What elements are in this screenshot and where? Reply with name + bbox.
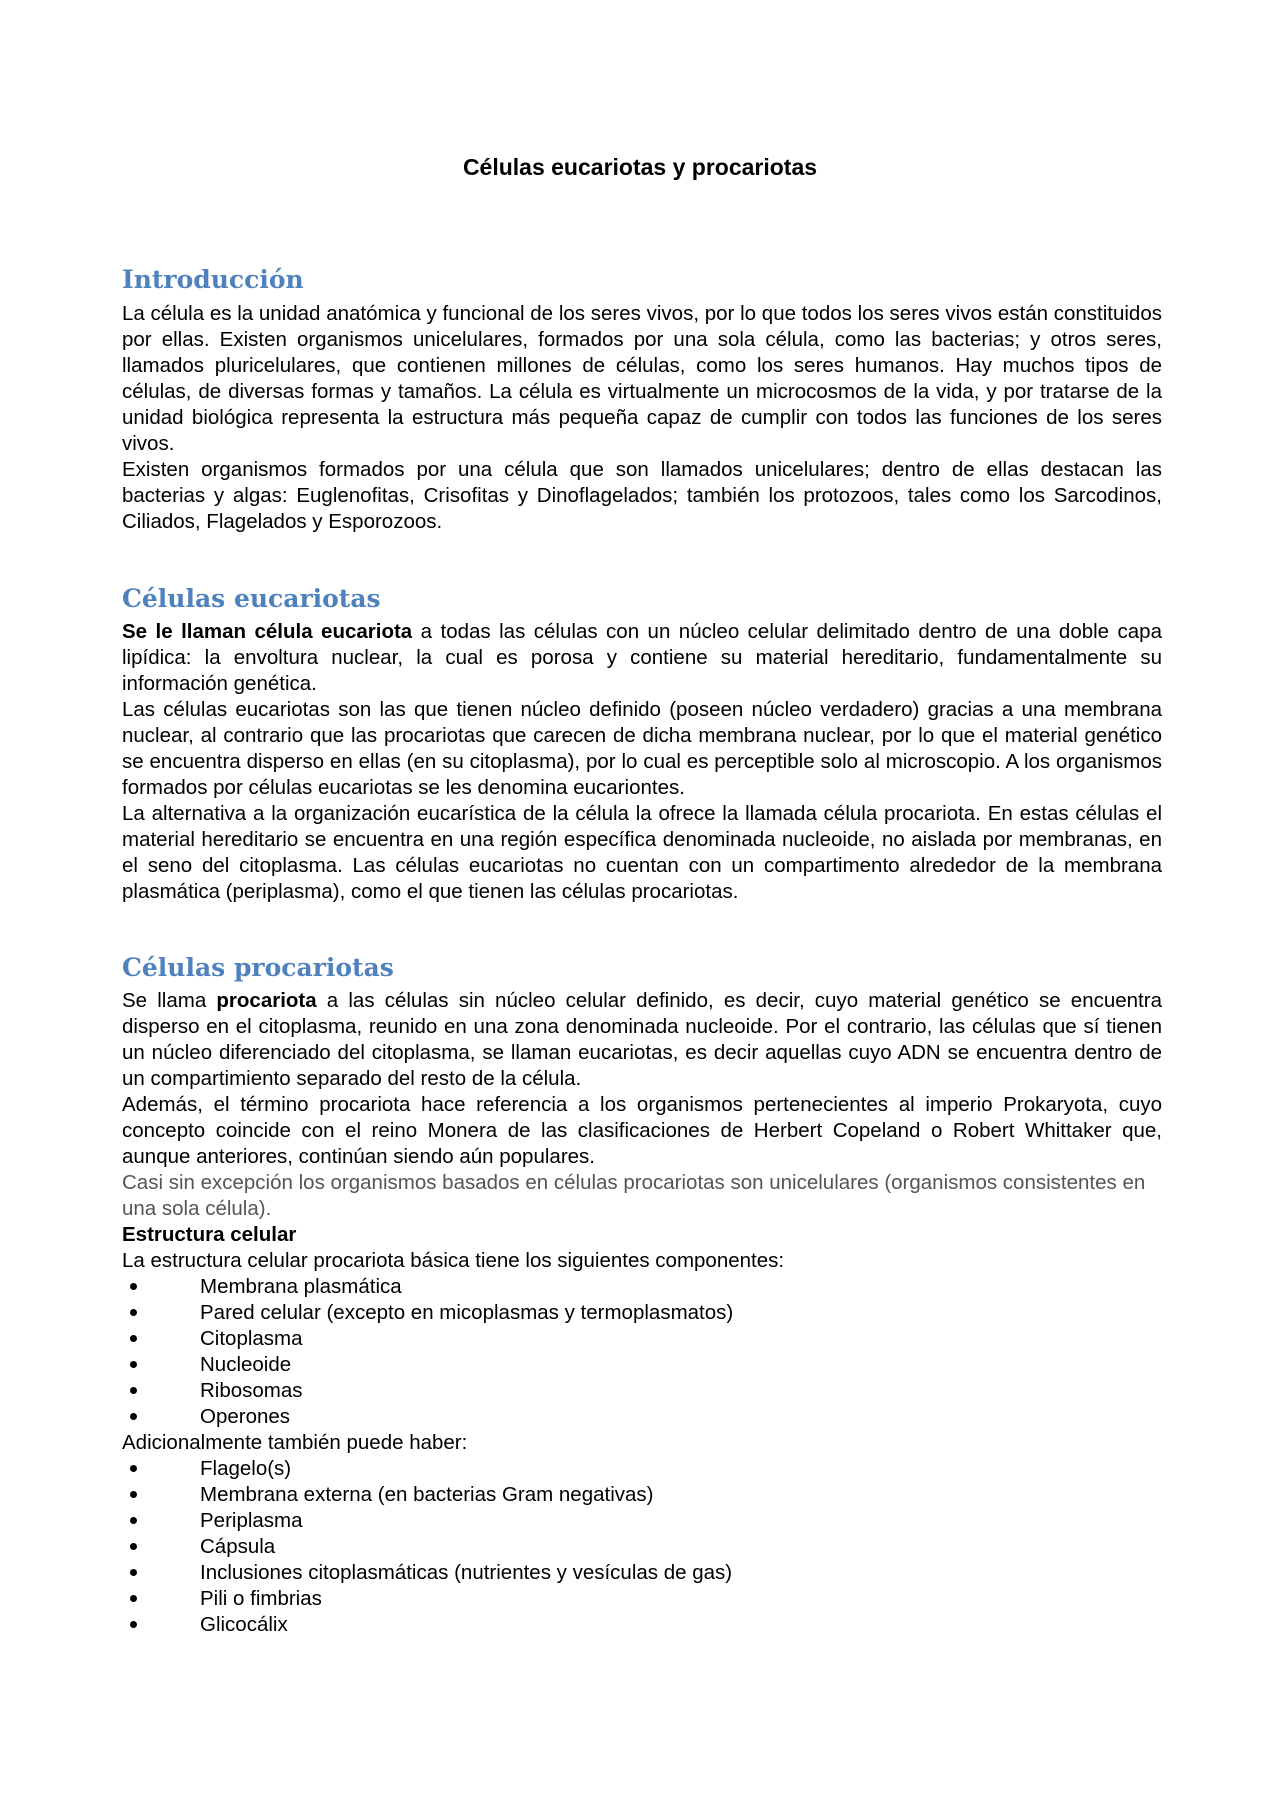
procariotas-heading: Células procariotas (122, 953, 394, 982)
bullet-icon (130, 1621, 137, 1628)
bullet-icon (130, 1283, 137, 1290)
eucariotas-paragraph-3: La alternativa a la organización eucarística de la célula la ofrece la llamada célula procariota. En estas células el material hereditario se encuentra en una región específica denominada nucleoide, no aislada por membranas, en el seno del citoplasma. Las células eucariotas no cuentan con un compartimento alrededor de la membrana plasmática (periplasma), como el que tienen las células procariotas. (122, 802, 1162, 903)
list-item: Nucleoide (122, 1352, 1162, 1378)
eucariotas-paragraph-1 (122, 619, 1162, 697)
procariotas-body (122, 988, 1162, 1638)
eucariotas-definition: a todas las células con un núcleo celular delimitado dentro de una doble capa lipídica: la envoltura nuclear, la cual es porosa y contiene su material hereditario, fundamentalmente su información genética. (122, 620, 1162, 695)
bullet-icon (130, 1309, 137, 1316)
list-item: Membrana externa (en bacterias Gram negativas) (122, 1482, 1162, 1508)
list-item: Periplasma (122, 1508, 1162, 1534)
eucariotas-paragraph-2: Las células eucariotas son las que tienen núcleo definido (poseen núcleo verdadero) gracias a una membrana nuclear, al contrario que las procariotas que carecen de dicha membrana nuclear, por lo que el material genético se encuentra disperso en ellas (en su citoplasma), por lo cual es perceptible solo al microscopio. A los organismos formados por células eucariotas se les denomina eucariontes. (122, 698, 1162, 799)
list-item: Cápsula (122, 1534, 1162, 1560)
list-item: Pared celular (excepto en micoplasmas y termoplasmatos) (122, 1300, 1162, 1326)
structure-intro: La estructura celular procariota básica tiene los siguientes componentes: (122, 1249, 785, 1272)
procariotas-term: procariota (216, 989, 317, 1012)
list-item: Pili o fimbrias (122, 1586, 1162, 1612)
eucariotas-body (122, 619, 1162, 905)
list-item: Citoplasma (122, 1326, 1162, 1352)
components-list (122, 1274, 1162, 1430)
list-item: Membrana plasmática (122, 1274, 1162, 1300)
bullet-icon (130, 1517, 137, 1524)
procariotas-pre: Se llama (122, 989, 217, 1012)
list-item: Glicocálix (122, 1612, 1162, 1638)
bullet-icon (130, 1361, 137, 1368)
document-title: Células eucariotas y procariotas (462, 154, 818, 180)
additional-intro: Adicionalmente también puede haber: (122, 1431, 468, 1454)
list-item: Ribosomas (122, 1378, 1162, 1404)
bullet-icon (130, 1543, 137, 1550)
bullet-icon (130, 1491, 137, 1498)
additional-list (122, 1456, 1162, 1638)
procariotas-paragraph-3: Casi sin excepción los organismos basados en células procariotas son unicelulares (organismos consistentes en una sola célula). (122, 1171, 1146, 1220)
bullet-icon (130, 1595, 137, 1602)
list-item: Inclusiones citoplasmáticas (nutrientes y vesículas de gas) (122, 1560, 1162, 1586)
procariotas-definition: a las células sin núcleo celular definido, es decir, cuyo material genético se encuentra disperso en el citoplasma, reunido en una zona denominada nucleoide. Por el contrario, las células que sí tienen un núcleo diferenciado del citoplasma, se llaman eucariotas, es decir aquellas cuyo ADN se encuentra dentro de un compartimiento separado del resto de la célula. (122, 989, 1162, 1090)
list-item: Flagelo(s) (122, 1456, 1162, 1482)
intro-heading: Introducción (122, 265, 304, 294)
bullet-icon (130, 1335, 137, 1342)
bullet-icon (130, 1569, 137, 1576)
bullet-icon (130, 1465, 137, 1472)
structure-heading: Estructura celular (122, 1223, 297, 1246)
procariotas-paragraph-1 (122, 988, 1162, 1092)
intro-body (122, 301, 1162, 535)
eucariotas-term: Se le llaman célula eucariota (122, 620, 413, 643)
bullet-icon (130, 1413, 137, 1420)
eucariotas-heading: Células eucariotas (122, 584, 381, 613)
procariotas-paragraph-2: Además, el término procariota hace referencia a los organismos pertenecientes al imperio Prokaryota, cuyo concepto coincide con el reino Monera de las clasificaciones de Herbert Copeland o Robert Whittaker que, aunque anteriores, continúan siendo aún populares. (122, 1093, 1162, 1168)
intro-paragraph-1: La célula es la unidad anatómica y funcional de los seres vivos, por lo que todos los seres vivos están constituidos por ellas. Existen organismos unicelulares, formados por una sola célula, como las bacterias; y otros seres, llamados pluricelulares, que contienen millones de células, como los seres humanos. Hay muchos tipos de células, de diversas formas y tamaños. La célula es virtualmente un microcosmos de la vida, y por tratarse de la unidad biológica representa la estructura más pequeña capaz de cumplir con todos las funciones de los seres vivos. (122, 302, 1162, 455)
list-item: Operones (122, 1404, 1162, 1430)
bullet-icon (130, 1387, 137, 1394)
intro-paragraph-2: Existen organismos formados por una célula que son llamados unicelulares; dentro de ellas destacan las bacterias y algas: Euglenofitas, Crisofitas y Dinoflagelados; también los protozoos, tales como los Sarcodinos, Ciliados, Flagelados y Esporozoos. (122, 458, 1162, 533)
